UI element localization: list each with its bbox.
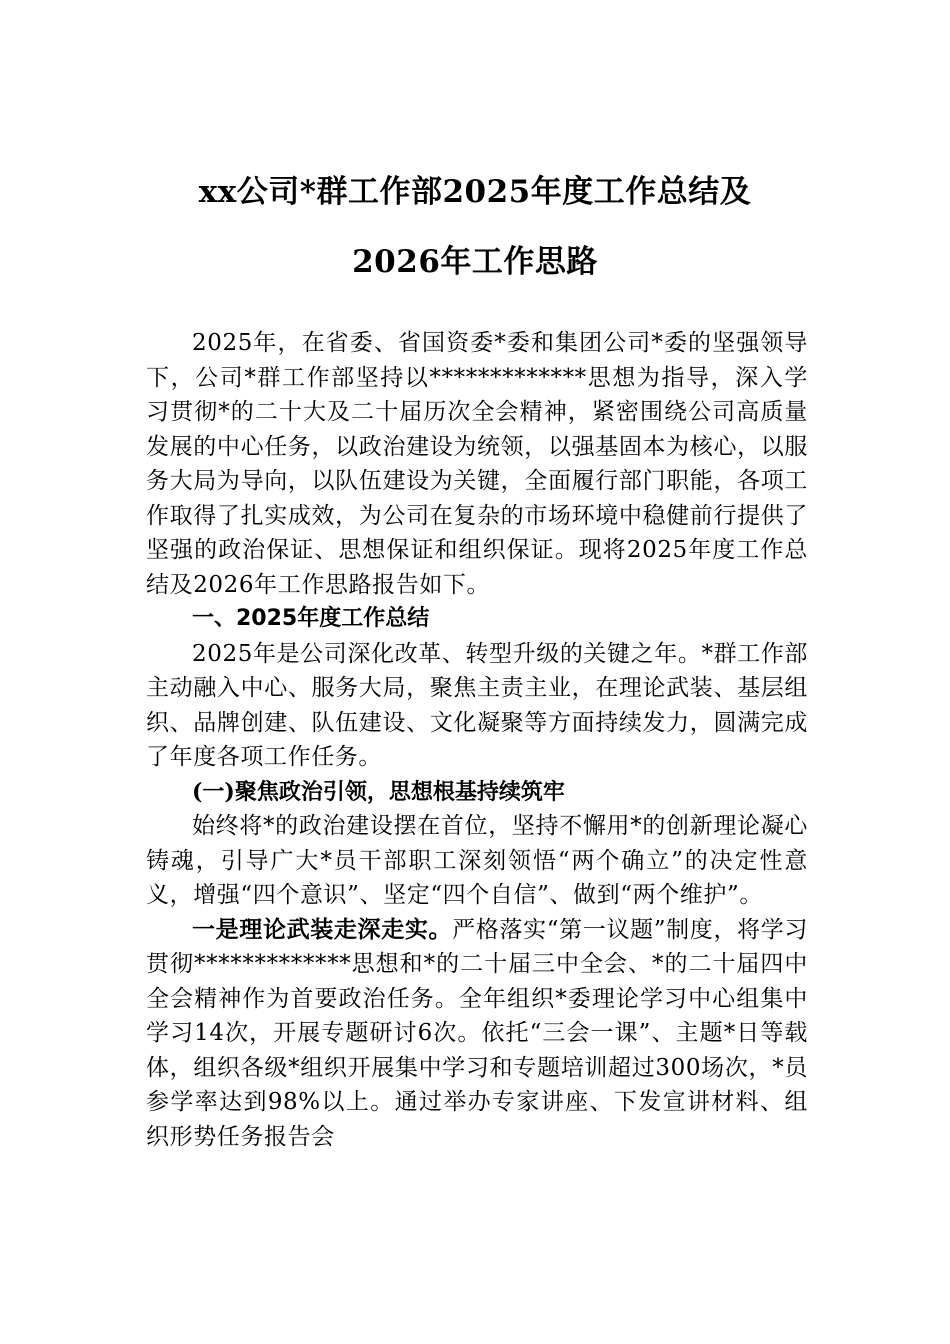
point-1-text: 严格落实“第一议题”制度，将学习贯彻*************思想和*的二十届三中全会、*的二十届四中全会精神作为首要政治任务。全年组织*委理论学习中心组集中学习14次，开展专题研讨6次。依托“三会一课”、主题*日等载体，组织各级*组织开展集中学习和专题培训超过300场次，*员参学率达到98%以上。通过举办专家讲座、下发宣讲材料、组织形势任务报告会 bbox=[146, 916, 808, 1150]
section-1-heading: 一、2025年度工作总结 bbox=[192, 606, 430, 631]
intro-paragraph: 2025年，在省委、省国资委*委和集团公司*委的坚强领导下，公司*群工作部坚持以*************思想为指导，深入学习贯彻*的二十大及二十届历次全会精神，紧密围绕公司高质量发展的中心任务，以政治建设为统领，以强基固本为核心，以服务大局为导向，以队伍建设为关键，全面履行部门职能，各项工作取得了扎实成效，为公司在复杂的市场环境中稳健前行提供了坚强的政治保证、思想保证和组织保证。现将2025年度工作总结及2026年工作思路报告如下。 bbox=[146, 330, 808, 598]
document-title-line-1: xx公司*群工作部2025年度工作总结及 bbox=[198, 174, 752, 210]
subsection-1-heading: (一)聚焦政治引领，思想根基持续筑牢 bbox=[192, 778, 565, 805]
point-1-paragraph bbox=[146, 913, 808, 1155]
document-body bbox=[146, 326, 808, 1154]
document-title-line-2: 2026年工作思路 bbox=[352, 244, 598, 280]
section-1-intro-paragraph: 2025年是公司深化改革、转型升级的关键之年。*群工作部主动融入中心、服务大局，聚焦主责主业，在理论武装、基层组织、品牌创建、队伍建设、文化凝聚等方面持续发力，圆满完成了年度各项工作任务。 bbox=[146, 640, 808, 770]
point-1-lead: 一是理论武装走深走实。 bbox=[192, 915, 453, 943]
subsection-1-intro-paragraph: 始终将*的政治建设摆在首位，坚持不懈用*的创新理论凝心铸魂，引导广大*员干部职工深刻领悟“两个确立”的决定性意义，增强“四个意识”、坚定“四个自信”、做到“两个维护”。 bbox=[146, 813, 808, 908]
